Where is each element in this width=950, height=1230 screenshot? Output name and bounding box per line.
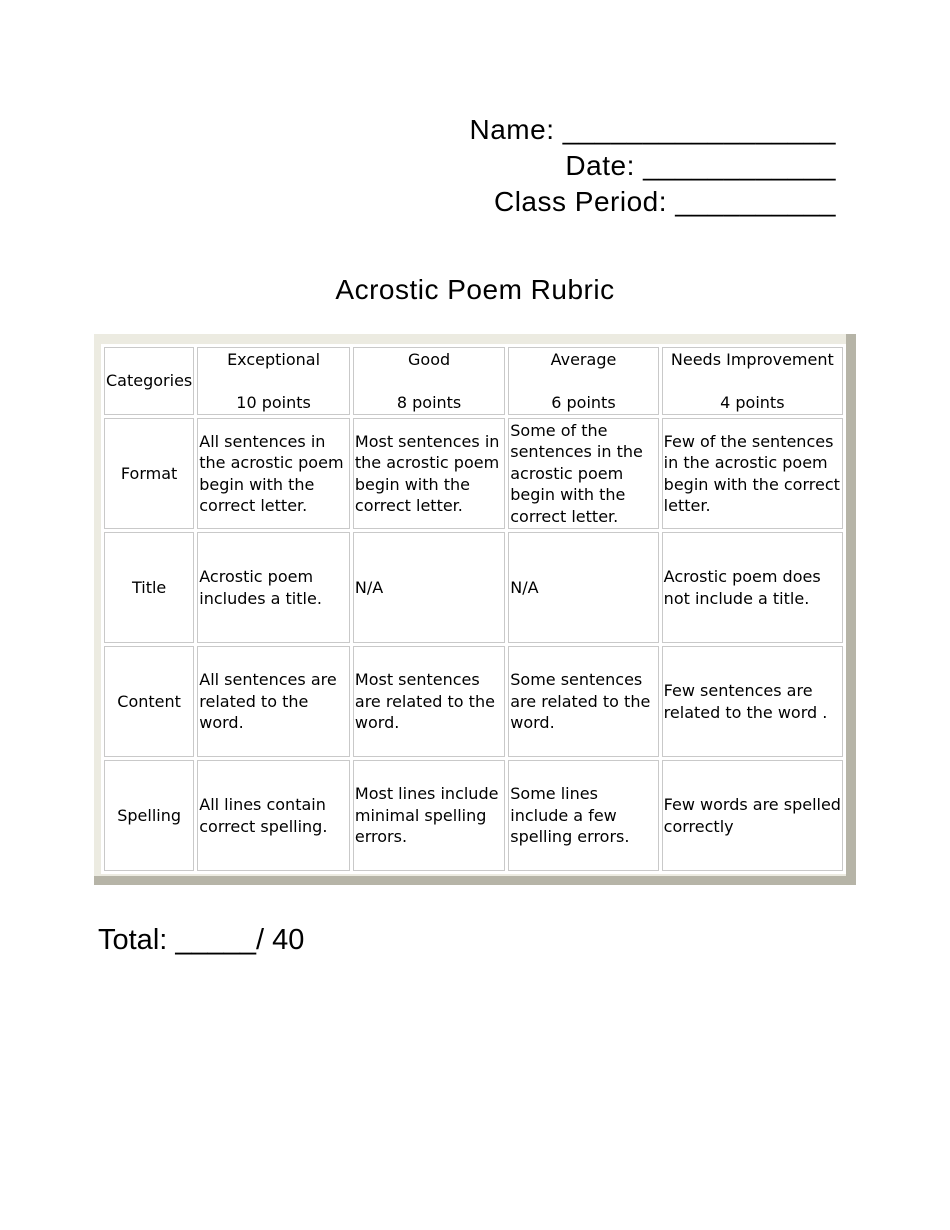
class-period-line: Class Period: __________ — [493, 186, 836, 217]
rubric-cell: Some of the sentences in the acrostic poem begin with the correct letter. — [508, 418, 658, 529]
rubric-frame — [94, 334, 856, 885]
page-title: Acrostic Poem Rubric — [335, 274, 615, 305]
level-points: 6 points — [551, 393, 616, 412]
level-header-exceptional — [197, 347, 350, 415]
rubric-cell: Most sentences in the acrostic poem begin with the correct letter. — [353, 418, 505, 529]
rubric-row-title — [104, 532, 843, 643]
rubric-cell: All sentences are related to the word. — [197, 646, 350, 757]
total-score-line: Total: _____/ 40 — [98, 924, 305, 956]
rubric-table — [101, 344, 846, 874]
category-cell: Title — [104, 532, 194, 643]
level-points: 10 points — [236, 393, 311, 412]
rubric-cell: Some sentences are related to the word. — [508, 646, 658, 757]
level-label: Exceptional — [227, 349, 321, 369]
rubric-cell: All sentences in the acrostic poem begin with the correct letter. — [197, 418, 350, 529]
name-line: Name: _________________ — [469, 114, 836, 145]
category-cell: Format — [104, 418, 194, 529]
rubric-cell: All lines contain correct spelling. — [197, 760, 350, 871]
level-header-good — [353, 347, 505, 415]
rubric-row-content — [104, 646, 843, 757]
categories-header: Categories — [104, 347, 194, 415]
rubric-cell: Some lines include a few spelling errors. — [508, 760, 658, 871]
rubric-cell: Few words are spelled correctly — [662, 760, 843, 871]
rubric-row-spelling — [104, 760, 843, 871]
student-info-block — [470, 112, 836, 220]
category-cell: Spelling — [104, 760, 194, 871]
level-label: Needs Improvement — [670, 349, 834, 369]
rubric-cell: Most sentences are related to the word. — [353, 646, 505, 757]
rubric-cell: N/A — [353, 532, 505, 643]
level-label: Good — [408, 349, 451, 369]
level-header-average — [508, 347, 658, 415]
level-header-needs-improvement — [662, 347, 843, 415]
level-points: 8 points — [396, 393, 462, 412]
rubric-cell: Few sentences are related to the word . — [662, 646, 843, 757]
rubric-cell: Acrostic poem does not include a title. — [662, 532, 843, 643]
rubric-header-row — [104, 347, 843, 415]
date-line: Date: ____________ — [565, 150, 836, 181]
rubric-row-format — [104, 418, 843, 529]
category-cell: Content — [104, 646, 194, 757]
rubric-cell: Few of the sentences in the acrostic poem begin with the correct letter. — [662, 418, 843, 529]
level-points: 4 points — [720, 393, 785, 412]
rubric-cell: Acrostic poem includes a title. — [197, 532, 350, 643]
level-label: Average — [550, 349, 617, 369]
rubric-cell: N/A — [508, 532, 658, 643]
rubric-cell: Most lines include minimal spelling errors. — [353, 760, 505, 871]
